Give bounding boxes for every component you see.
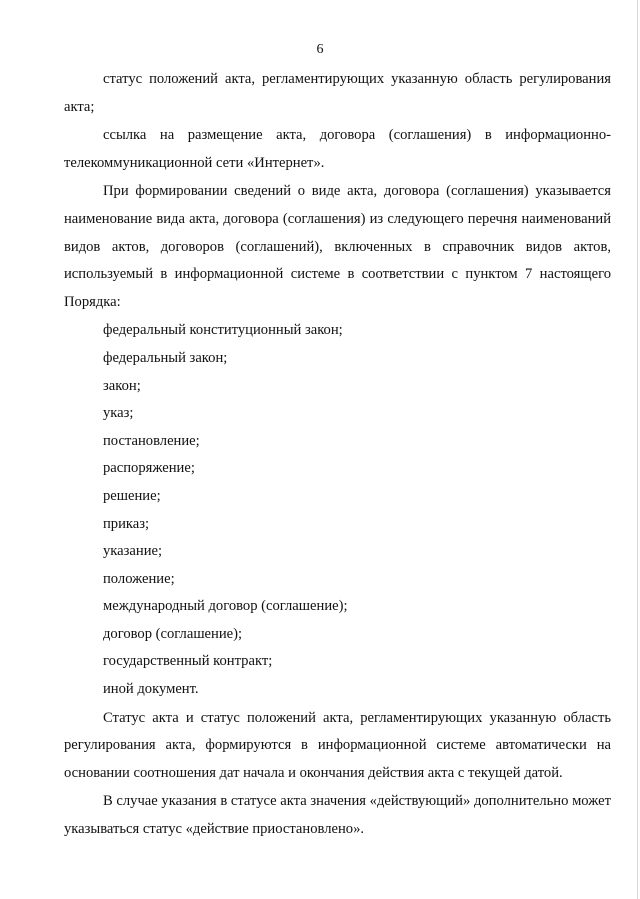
list-item: решение;	[103, 487, 161, 504]
list-item: указ;	[103, 405, 134, 422]
list-item: закон;	[103, 377, 141, 394]
list-item: приказ;	[103, 515, 150, 532]
list-item: положение;	[103, 570, 175, 587]
document-body	[64, 66, 611, 844]
list-item: государственный контракт;	[103, 653, 273, 670]
list-item: иной документ.	[103, 681, 199, 698]
page-number: 6	[316, 42, 324, 57]
list-item: постановление;	[103, 432, 200, 449]
list-item: договор (соглашение);	[103, 625, 243, 642]
paragraph-act-type-intro: При формировании сведений о виде акта, договора (соглашения) указывается наименование вида акта, договора (соглашения) из следующего перечня наименований видов актов, договоров (соглашений), включенных в справочник видов актов, используемый в информационной системе в соответствии с пунктом 7 настоящего Порядка:	[64, 183, 611, 310]
paragraph-status-suspended: В случае указания в статусе акта значения «действующий» дополнительно может указываться статус «действие приостановлено».	[64, 793, 611, 838]
list-item: федеральный конституционный закон;	[103, 322, 343, 339]
list-item: указание;	[103, 543, 163, 560]
paragraph-status-auto: Статус акта и статус положений акта, регламентирующих указанную область регулирования акта, формируются в информационной системе автоматически на основании соотношения дат начала и окончания действия акта с текущей датой.	[64, 709, 611, 781]
list-item: распоряжение;	[103, 460, 195, 477]
list-item: федеральный закон;	[103, 349, 228, 366]
page-edge-line	[637, 0, 638, 899]
paragraph-status-provisions: статус положений акта, регламентирующих указанную область регулирования акта;	[64, 71, 611, 115]
list-item: международный договор (соглашение);	[103, 598, 348, 615]
paragraph-internet-link: ссылка на размещение акта, договора (соглашения) в информационно-телекоммуникационной сети «Интернет».	[64, 127, 611, 171]
act-types-list	[64, 317, 611, 703]
